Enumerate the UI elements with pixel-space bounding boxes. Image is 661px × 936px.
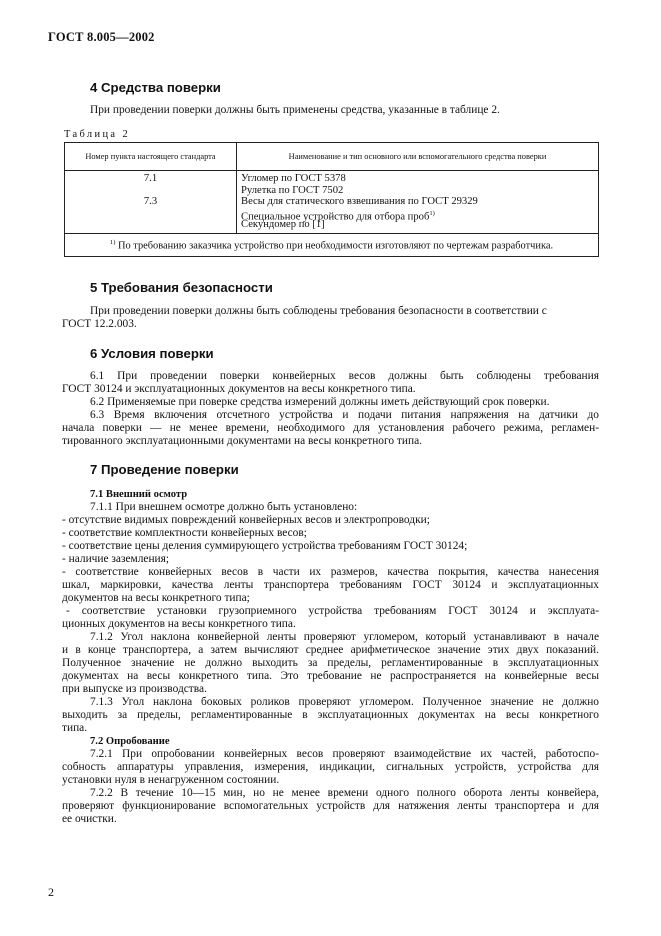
list-item: - соответствие конвейерных весов в части их размеров, качества покрытия, качества нанесения xyxy=(62,566,599,578)
paragraph-line: проверяют функционирование вспомогательных устройств для натяжения ленты транспортера и для xyxy=(62,800,599,812)
list-item: - отсутствие видимых повреждений конвейерных весов и электропроводки; xyxy=(62,514,430,526)
list-item: - соответствие цены деления суммирующего устройства требованиям ГОСТ 30124; xyxy=(62,540,468,552)
paragraph-line: ее очистки. xyxy=(62,813,117,825)
paragraph-line: ГОСТ 12.2.003. xyxy=(62,318,137,330)
section-7-body xyxy=(62,488,599,826)
table-item: Весы для статического взвешивания по ГОСТ 29329 xyxy=(241,196,478,208)
table-num-7-3: 7.3 xyxy=(143,196,158,208)
section-4 xyxy=(90,80,599,95)
section-4-text: При проведении поверки должны быть применены средства, указанные в таблице 2. xyxy=(90,104,500,116)
table-row xyxy=(65,171,599,234)
table-2 xyxy=(64,142,599,257)
section-5-body xyxy=(90,305,599,318)
table-num-7-1: 7.1 xyxy=(143,173,158,184)
paragraph-line: 6.2 Применяемые при поверке средства измерений должны иметь действующий срок поверки. xyxy=(90,396,550,408)
table-item-with-note xyxy=(241,208,598,223)
table-footnote-row xyxy=(65,233,599,256)
table-footnote xyxy=(65,233,599,256)
list-item-cont: шкал, маркировки, качества ленты транспортера требованиям ГОСТ 30124 и эксплуатационных xyxy=(62,579,599,591)
table-item: Рулетка по ГОСТ 7502 xyxy=(241,184,344,196)
paragraph-line: 6.3 Время включения отсчетного устройства и подачи питания напряжения на датчики до xyxy=(90,409,599,421)
table-cell-names xyxy=(237,171,599,234)
paragraph-line: 7.1.2 Угол наклона конвейерной ленты проверяют угломером, который устанавливают в начале xyxy=(90,631,599,643)
paragraph-line: установки нуля в ненагруженном состоянии. xyxy=(62,774,280,786)
section-6-title: 6 Условия поверки xyxy=(90,346,214,361)
paragraph-line: при выпуске из производства. xyxy=(62,683,207,695)
table-num-spacer xyxy=(65,208,236,220)
list-item: - соответствие комплектности конвейерных весов; xyxy=(62,527,307,539)
paragraph-line: документах на весы конкретного типа. Это требование не распространяется на конвейерные весы xyxy=(62,670,599,682)
paragraph-line: 7.1.3 Угол наклона боковых роликов проверяют угломером. Полученное значение не должно xyxy=(90,696,599,708)
table-item: Секундомер по [1] xyxy=(241,219,325,231)
table-label: Таблица 2 xyxy=(64,129,131,140)
paragraph-line: При проведении поверки должны быть соблюдены требования безопасности в соответствии с xyxy=(90,305,547,317)
section-5-body-cont xyxy=(62,318,599,331)
section-5 xyxy=(90,280,599,295)
footnote-marker: 1) xyxy=(429,209,435,217)
page-number: 2 xyxy=(48,885,54,899)
standard-header: ГОСТ 8.005—2002 xyxy=(48,30,155,44)
section-4-body xyxy=(90,104,599,117)
subsection-7-1-title: 7.1 Внешний осмотр xyxy=(90,489,188,500)
list-item: - соответствие установки грузоприемного устройства требованиям ГОСТ 30124 и эксплуата- xyxy=(66,605,599,617)
list-item: - наличие заземления; xyxy=(62,553,170,565)
paragraph-line: начала поверки — не менее времени, необходимого для установления рабочего режима, регламен- xyxy=(62,422,599,434)
paragraph-line: Полученное значение не должно выходить за пределы, регламентированные в эксплуатационных xyxy=(62,657,599,669)
table-item: Специальное устройство для отбора проб xyxy=(241,211,430,223)
section-7-title: 7 Проведение поверки xyxy=(90,462,239,477)
paragraph-line: 7.2.2 В течение 10—15 мин, но не менее времени одного полного оборота ленты конвейера, xyxy=(90,787,599,799)
table-num-spacer xyxy=(65,219,236,231)
table-col-1-header: Номер пункта настоящего стандарта xyxy=(65,143,237,171)
paragraph-line: 6.1 При проведении поверки конвейерных весов должны быть соблюдены требования xyxy=(90,370,599,382)
list-item-cont: ционных документов на весы конкретного типа. xyxy=(62,618,296,630)
section-4-title: 4 Средства поверки xyxy=(90,80,221,95)
table-col-2-header: Наименование и тип основного или вспомогательного средства поверки xyxy=(237,143,599,171)
list-item-cont: документов на весы конкретного типа; xyxy=(62,592,250,604)
paragraph-line: собность аппаратуры управления, измерения, индикации, сигнальных устройств, устройства для xyxy=(62,761,599,773)
paragraph-line: и в конце транспортера, а затем вычисляют среднее арифметическое значение этих двух показаний. xyxy=(62,644,599,656)
table-num-spacer xyxy=(65,185,236,197)
table-header-row xyxy=(65,143,599,171)
section-6-body xyxy=(62,370,599,448)
footnote-text: По требованию заказчика устройство при необходимости изготовляют по чертежам разработчика. xyxy=(117,240,554,252)
table-cell-numbers xyxy=(65,171,237,234)
paragraph-line: тированного эксплуатационными документами на весы конкретного типа. xyxy=(62,435,423,447)
paragraph-line: 7.1.1 При внешнем осмотре должно быть установлено: xyxy=(90,501,358,513)
paragraph-line: ГОСТ 30124 и эксплуатационных документов на весы конкретного типа. xyxy=(62,383,416,395)
paragraph-line: выходить за пределы, регламентированные в эксплуатационных документах на весы конкретного xyxy=(62,709,599,721)
paragraph-line: типа. xyxy=(62,722,88,734)
section-6 xyxy=(90,346,599,361)
section-7 xyxy=(90,462,599,477)
subsection-7-2-title: 7.2 Опробование xyxy=(90,736,170,747)
section-5-title: 5 Требования безопасности xyxy=(90,280,273,295)
table-item: Угломер по ГОСТ 5378 xyxy=(241,173,346,184)
footnote-marker: 1) xyxy=(109,238,116,246)
paragraph-line: 7.2.1 При опробовании конвейерных весов проверяют взаимодействие их частей, работоспо- xyxy=(90,748,599,760)
